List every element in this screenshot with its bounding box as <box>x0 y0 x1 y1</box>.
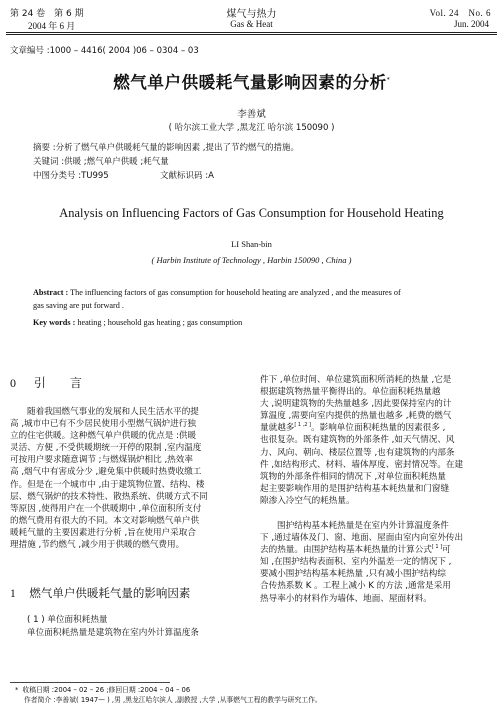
keywords-en-text: heating ; household gas heating ; gas consumption <box>77 318 243 327</box>
author-en: LI Shan-bin <box>231 239 272 249</box>
document-code-label: 文献标识码 : <box>160 171 209 181</box>
text-line: 筑物的外部条件相同的情况下 ,对单位面积耗热量 <box>260 471 446 482</box>
section-1-number: 1 <box>10 588 16 600</box>
abstract-cn-text: 分析了燃气单户供暖耗气量的影响因素 ,提出了节约燃气的措施。 <box>55 143 299 153</box>
text-line: 件下 ,单位时间、单位建筑面积所消耗的热量 ,它是 <box>260 375 452 385</box>
document-code <box>160 169 214 181</box>
header-journal-en: Gas & Heat <box>230 19 273 29</box>
section-0-heading <box>10 374 82 391</box>
text-line: 作。但是在一个城市中 ,由于建筑物位置、结构、楼 <box>10 479 205 490</box>
header-date-cn: 2004 年 6 月 <box>28 21 76 31</box>
article-number: 文章编号 :1000 – 4416( 2004 )06 – 0304 – 03 <box>10 46 199 56</box>
text-fragment: 去的热量。由围护结构基本耗热量的计算公式 <box>260 545 432 556</box>
text-line: 要减小围护结构基本耗热量 ,只有减小围护结构综 <box>260 569 446 580</box>
text-fragment: 可 <box>442 545 451 556</box>
affiliation-en: ( Harbin Institute of Technology , Harbin 150090 , China ) <box>151 255 352 265</box>
text-line: 大 ,说明建筑物的失热量越多 ,因此要保持室内的计 <box>260 399 452 410</box>
text-line <box>260 422 494 434</box>
text-line: 下 ,通过墙体及门、窗、地面、屋面由室内向室外传出 <box>260 533 464 544</box>
text-line: 理措施 ,节约燃气 ,减少用于供暖的燃气费用。 <box>10 540 185 551</box>
document-code-value: A <box>208 171 214 181</box>
text-line: 围护结构基本耗热量是在室内外计算温度条件 <box>277 521 449 531</box>
footnote-author-bio: 作者简介 :李善斌( 1947— ) ,男 ,黑龙江哈尔滨人 ,副教授 ,大学 ,从事燃气工程的教学与研究工作。 <box>24 695 322 704</box>
citation: [ 1 ,2 ] <box>294 422 312 429</box>
citation: [ 1 ] <box>431 544 443 551</box>
right-paragraph-1 <box>260 374 494 507</box>
text-line: 根据建筑物热量平衡得出的。单位面积耗热量越 <box>260 387 441 398</box>
abstract-en-label: Abstract : <box>33 288 69 297</box>
text-line: 合传热系数 K 。工程上减小 K 的方法 ,通常是采用 <box>260 581 451 592</box>
footnote <box>15 686 322 705</box>
title-cn: 燃气单户供暖耗气量影响因素的分析 <box>113 73 387 92</box>
classification-cn <box>33 169 109 181</box>
text-line: 力、风向、朝向、楼层位置等 ,也有建筑物的内部条 <box>260 447 455 458</box>
title-en: Analysis on Influencing Factors of Gas Consumption for Household Heating <box>59 206 444 220</box>
keywords-cn-label: 关键词 : <box>33 157 65 167</box>
keywords-en <box>33 318 242 327</box>
class-number-value: TU995 <box>81 171 109 181</box>
text-line: 立的住宅供暖。这种燃气单户供暖的优点是 :供暖 <box>10 431 197 442</box>
abstract-en-line2: gas saving are put forward . <box>33 301 124 310</box>
text-line: 隙渗入冷空气的耗热量。 <box>260 495 355 506</box>
section-0-title: 引 言 <box>33 376 82 390</box>
intro-paragraph <box>10 406 244 551</box>
header-journal-cn: 煤气与热力 <box>226 9 277 20</box>
text-line: 灵活、方便 ,不受供暖期统一开停的限制 ,室内温度 <box>10 443 202 454</box>
abstract-en-line1: The influencing factors of gas consumption for household heating are analyzed , and the measures of <box>70 288 401 297</box>
footnote-rule <box>10 682 170 683</box>
section-0-number: 0 <box>10 376 16 390</box>
title-cn-wrap <box>0 69 503 93</box>
abstract-en <box>33 286 493 312</box>
abstract-cn-label: 摘要 : <box>33 143 56 153</box>
text-line: 知 ,在围护结构表面积、室内外温差一定的情况下 , <box>260 557 452 568</box>
text-line: 高 ,城市中已有不少居民使用小型燃气锅炉进行独 <box>10 419 196 430</box>
text-line: 算温度 ,需要向室内提供的热量也越多 ,耗费的燃气 <box>260 411 452 422</box>
header-rule-top <box>6 32 497 33</box>
text-line: 高 ,烟气中有害成分少 ,避免集中供暖时热费收缴工 <box>10 467 202 478</box>
affiliation-cn: ( 哈尔滨工业大学 ,黑龙江 哈尔滨 150090 ) <box>168 123 335 133</box>
text-fragment: 量就越多 <box>260 423 295 434</box>
keywords-cn <box>33 155 169 167</box>
section-1-heading <box>10 585 190 601</box>
text-line: 件 ,如结构形式、材料、墙体厚度、密封情况等。在建 <box>260 459 464 470</box>
header-date-en: Jun. 2004 <box>453 19 489 29</box>
footnote-received: 收稿日期 :2004 – 02 – 26 ;修回日期 :2004 – 04 – 06 <box>22 686 191 694</box>
left-last-line: 单位面积耗热量是建筑物在室内外计算温度条 <box>27 628 199 638</box>
header-volume-cn: 第 24 卷 第 6 期 <box>10 9 84 19</box>
subsection-heading: ( 1 ) 单位面积耗热量 <box>27 615 108 625</box>
title-footnote-mark: * <box>386 76 390 84</box>
keywords-en-label: Key words : <box>33 318 76 327</box>
text-line: 可按用户要求随意调节 ;与燃煤锅炉相比 ,热效率 <box>10 455 193 466</box>
header-rule-bottom <box>6 34 497 35</box>
author-cn: 李善斌 <box>237 109 266 120</box>
section-1-title: 燃气单户供暖耗气量的影响因素 <box>29 586 191 600</box>
keywords-cn-text: 供暖 ;燃气单户供暖 ;耗气量 <box>64 157 169 167</box>
class-number-label: 中图分类号 : <box>33 171 82 181</box>
text-line: 暖耗气量的主要因素进行分析 ,旨在使用户采取合 <box>10 527 196 538</box>
abstract-cn <box>33 141 299 153</box>
right-paragraph-2 <box>260 520 494 605</box>
text-line: 热导率小的材料作为墙体、地面、屋面材料。 <box>260 593 432 604</box>
text-fragment: 。影响单位面积耗热量的因素很多 , <box>311 423 446 434</box>
text-line: 起主要影响作用的是围护结构基本耗热量和门窗缝 <box>260 483 450 494</box>
text-line <box>260 544 494 556</box>
text-line: 的燃气费用有很大的不同。本文对影响燃气单户供 <box>10 515 200 526</box>
text-line: 等原因 ,使得用户在一个供暖期中 ,单位面积所支付 <box>10 503 202 514</box>
header-volume-en: Vol. 24 No. 6 <box>429 8 491 18</box>
footnote-mark: * <box>15 686 19 694</box>
text-line: 随着我国燃气事业的发展和人民生活水平的提 <box>27 407 199 417</box>
text-line: 层、燃气锅炉的技术特性、散热系统、供暖方式不同 <box>10 491 208 502</box>
footnote-line-1 <box>15 686 322 696</box>
text-line: 也很复杂。既有建筑物的外部条件 ,如天气情况、风 <box>260 435 455 446</box>
